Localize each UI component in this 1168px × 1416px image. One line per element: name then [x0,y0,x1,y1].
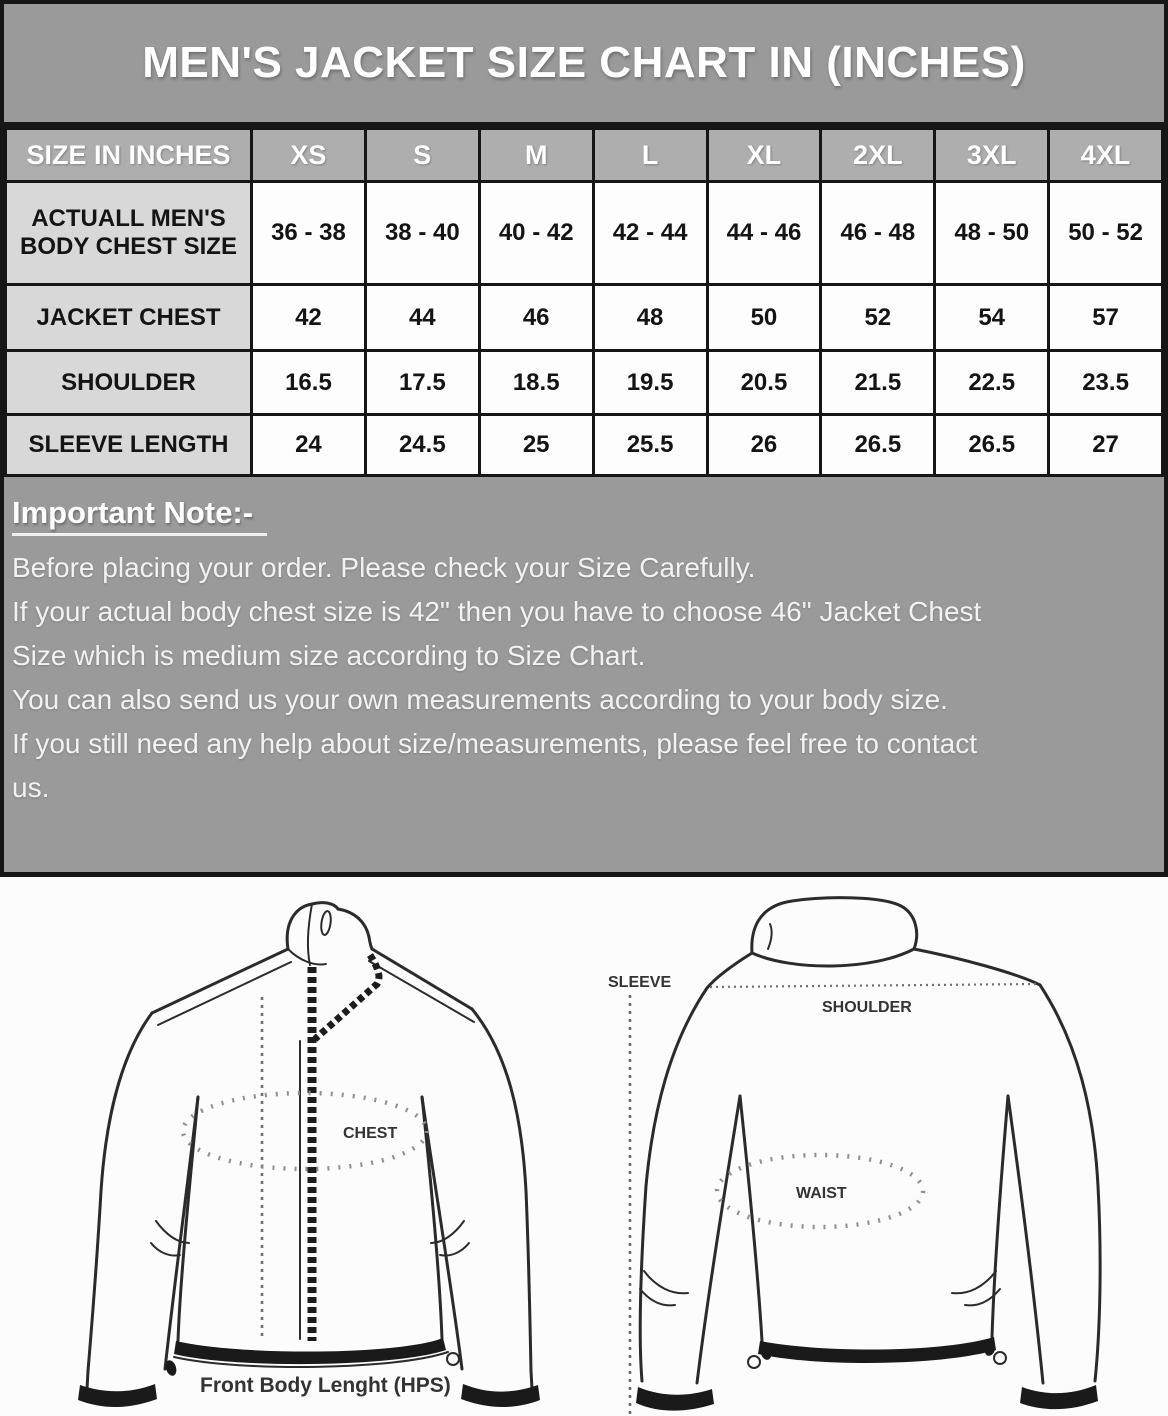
size-cell: 24.5 [365,415,479,476]
size-cell: 16.5 [252,351,366,415]
back-jacket-diagram [600,891,1140,1416]
size-cell: 21.5 [821,351,935,415]
size-cell: 44 - 46 [707,182,821,285]
row-label-shoulder: SHOULDER [6,351,252,415]
size-cell: 48 [593,285,707,351]
size-cell: 52 [821,285,935,351]
size-cell: 44 [365,285,479,351]
size-cell: 25.5 [593,415,707,476]
shoulder-label: SHOULDER [822,999,912,1016]
title-band [4,4,1164,127]
note-line: You can also send us your own measurements according to your body size. [12,684,948,715]
header-cell-2xl: 2XL [821,129,935,182]
important-note-heading: Important Note:- [12,495,267,536]
size-cell: 27 [1049,415,1163,476]
important-note-section [4,477,1164,810]
row-label-body-chest: ACTUALL MEN'S BODY CHEST SIZE [6,182,252,285]
header-cell-l: L [593,129,707,182]
size-cell: 26.5 [935,415,1049,476]
note-line: Before placing your order. Please check your Size Carefully. [12,552,756,583]
size-cell: 22.5 [935,351,1049,415]
waist-label: WAIST [796,1185,847,1202]
header-cell-4xl: 4XL [1049,129,1163,182]
front-jacket-outline [87,903,532,1389]
row-label-sleeve-length: SLEEVE LENGTH [6,415,252,476]
size-cell: 20.5 [707,351,821,415]
size-cell: 17.5 [365,351,479,415]
size-cell: 57 [1049,285,1163,351]
table-row-shoulder [6,351,1163,415]
size-cell: 50 - 52 [1049,182,1163,285]
back-cuffs [636,1385,1098,1411]
note-line: us. [12,772,50,803]
size-cell: 38 - 40 [365,182,479,285]
size-chart-table [4,127,1164,477]
hanger-loop [320,910,332,935]
size-cell: 26.5 [821,415,935,476]
size-cell: 42 [252,285,366,351]
size-cell: 19.5 [593,351,707,415]
size-cell: 46 [479,285,593,351]
back-jacket-outline [640,898,1100,1383]
header-cell-xs: XS [252,129,366,182]
size-cell: 24 [252,415,366,476]
jacket-diagram-area [0,877,1168,1416]
note-line: Size which is medium size according to Size Chart. [12,640,646,671]
size-cell: 36 - 38 [252,182,366,285]
note-line: If your actual body chest size is 42" then you have to choose 46" Jacket Chest [12,596,982,627]
size-cell: 25 [479,415,593,476]
front-zipper [300,955,379,1341]
header-cell-s: S [365,129,479,182]
note-line: If you still need any help about size/measurements, please feel free to contact [12,728,978,759]
front-hem [164,1338,459,1377]
table-row-body-chest [6,182,1163,285]
size-cell: 40 - 42 [479,182,593,285]
table-header-row [6,129,1163,182]
back-hem [748,1337,1006,1368]
front-jacket-diagram [60,891,560,1416]
size-cell: 46 - 48 [821,182,935,285]
size-cell: 18.5 [479,351,593,415]
size-cell: 50 [707,285,821,351]
header-cell-3xl: 3XL [935,129,1049,182]
table-row-sleeve-length [6,415,1163,476]
size-cell: 48 - 50 [935,182,1049,285]
shoulder-measure [710,984,1038,1016]
table-row-jacket-chest [6,285,1163,351]
header-cell-size-in-inches: SIZE IN INCHES [6,129,252,182]
front-body-length-label: Front Body Lenght (HPS) [200,1374,451,1397]
header-cell-xl: XL [707,129,821,182]
size-cell: 54 [935,285,1049,351]
sleeve-label: SLEEVE [608,974,672,991]
size-cell: 42 - 44 [593,182,707,285]
size-cell: 26 [707,415,821,476]
row-label-jacket-chest: JACKET CHEST [6,285,252,351]
chest-label: CHEST [343,1125,398,1142]
page-title: MEN'S JACKET SIZE CHART IN (INCHES) [142,38,1026,87]
header-cell-m: M [479,129,593,182]
size-cell: 23.5 [1049,351,1163,415]
